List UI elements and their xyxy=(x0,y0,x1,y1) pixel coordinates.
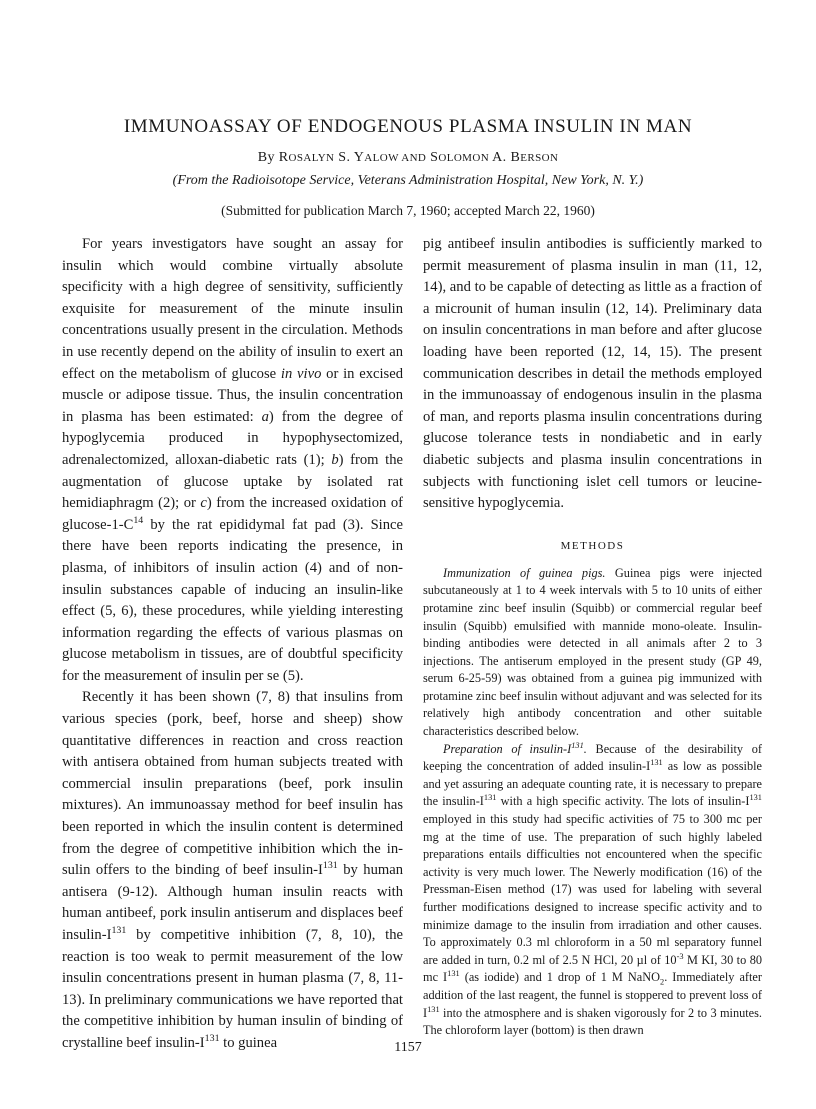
left-column xyxy=(62,234,403,1055)
page-number: 1157 xyxy=(394,1040,422,1055)
methods-body xyxy=(423,565,762,1040)
submission-dates: (Submitted for publication March 7, 1960; accepted March 22, 1960) xyxy=(221,203,595,218)
immunization-title: Immunization of guinea pigs. xyxy=(443,565,606,580)
intro-paragraph-2-continued: pig antibeef insulin antibodies is sufficiently marked to permit measurement of plasma insulin in man (11, 12, 14), and to be capable of detecting as little as a fraction of a microunit of human insulin (12, 14). Preliminary data on insulin concentrations in man before and after glucose loading have been reported (12, 14, 15). The present communication describes in detail the methods employed in the immunoassay of endogenous insulin in the plasma of man, and reports plasma insulin concentrations during glucose tolerance tests in nondiabetic and in early diabetic subjects and plasma insulin concentrations in subjects with functioning islet cell tumors or leucine-sensitive hypoglycemia. xyxy=(423,236,762,512)
affiliation: (From the Radioisotope Service, Veterans Administration Hospital, New York, N. Y.) xyxy=(172,173,644,188)
immunization-paragraph: Immunization of guinea pigs. Guinea pigs were injected subcutaneously at 1 to 4 week intervals with 5 to 10 units of either protamine zinc beef insulin (Squibb) or commercial regular beef insulin (Squibb) emulsified with mannide mono-oleate. Insulin-binding antibodies were detected in all animals after 2 to 3 injections. The antiserum employed in the present study (GP 49, serum 6-25-59) was obtained from a guinea pig immunized with protamine zinc beef insulin without adjuvant and was selected for its relatively high antibody concentration and other suitable characteristics described below. xyxy=(423,565,762,739)
article-title: IMMUNOASSAY OF ENDOGENOUS PLASMA INSULIN IN MAN xyxy=(123,116,693,137)
author-byline: By ROSALYN S. YALOW AND SOLOMON A. BERSON xyxy=(257,150,559,165)
intro-paragraph-1: For years investigators have sought an assay for insulin which would combine virtually absolute specificity with a high degree of sensitivity, sufficiently exquisite for measurement of the minute insulin concentrations usually present in the circulation. Methods in use recently depend on the ability of insulin to exert an effect on the metabolism of glucose in vivo or in excised muscle or adipose tissue. Thus, the insulin concentration in plasma has been estimated: a) from the degree of hypoglycemia produced in hypophysectomized, adrenalectomized, alloxan-diabetic rats (1); b) from the augmentation of glucose uptake by isolated rat hemidiaphragm (2); or c) from the increased oxidation of glucose-$1-C^{14}$ by the rat epididymal fat pad (3). Since there have been reports indicating the presence, in plasma, of inhibitors of insulin action (4) and of noninsulin substances capable of inducing an insulin-like effect (5, 6), these procedures, while yielding interesting information regarding the effects of various plasmas on glucose metabolism in tissues, are of doubtful specificity for the measurement of insulin per se (5). xyxy=(62,236,404,684)
methods-heading: METHODS xyxy=(560,539,625,552)
intro-paragraph-2: Recently it has been shown (7, 8) that insulins from various species (pork, beef, horse and sheep) show quantitative differences in reaction and cross reaction with antisera obtained from human subjects treated with commercial insulin preparations (beef, pork insulin mixtures). An immunoassay method for beef insulin has been reported in which the insulin content is determined from the degree of competitive inhibition which the insulin offers to the binding of beef insulin-$I^{131}$ by human antisera (9-12). Although human insulin reacts with human antibeef, pork insulin antiserum and displaces beef insulin-$I^{131}$ by competitive inhibition (7, 8, 10), the reaction is too weak to permit measurement of the low insulin concentrations present in human plasma (7, 8, 11-13). In preliminary communications we have reported that the competitive inhibition by human insulin of binding of crystalline beef insulin-$I^{131}$ to guinea xyxy=(62,689,403,1051)
right-column xyxy=(423,234,762,1040)
preparation-paragraph: Preparation of insulin-$I^{131}$. Because of the desirability of keeping the concentration of added insulin-$I^{131}$ as low as possible and yet assuring an adequate counting rate, it is necessary to prepare the insulin-$I^{131}$ with a high specific activity. The lots of insulin-$I^{131}$ employed in this study had specific activities of 75 to 300 mc per mg at the time of use. The preparation of such highly labeled preparations entails difficulties not encountered when the specific activity is very much lower. The Newerly modification (16) of the Pressman-Eisen method (17) was used for labeling with several further modifications designed to increase specific activity and to minimize damage to the insulin from irradiation and other causes. To approximately 0.3 ml chloroform in a 50 ml separatory funnel are added in turn, 0.2 ml of 2.5 N HCl, 20 µl of $10^{-3}$ M KI, 30 to 80 mc $I^{131}$ (as iodide) and 1 drop of 1 M NaNO$_2$. Immediately after addition of the last reagent, the funnel is stoppered to prevent loss of $I^{131}$ into the atmosphere and is shaken vigorously for 2 to 3 minutes. The chloroform layer (bottom) is then drawn xyxy=(423,740,762,1038)
